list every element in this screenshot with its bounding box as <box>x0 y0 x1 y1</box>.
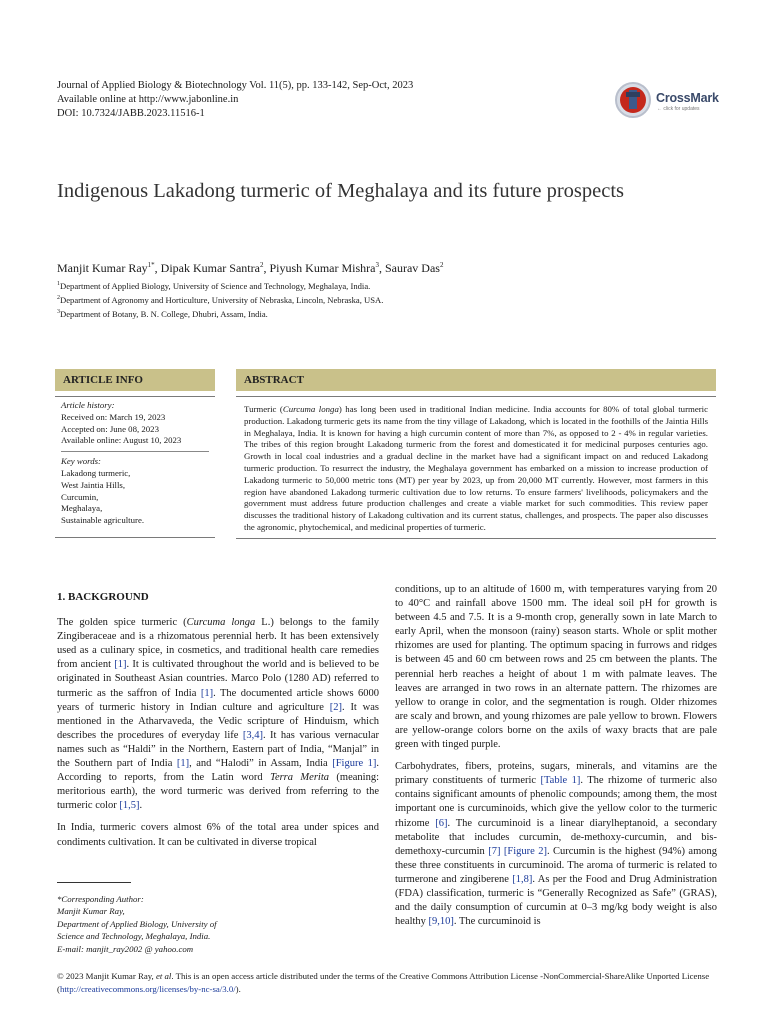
article-info-panel <box>55 369 215 538</box>
abstract-text <box>236 397 716 534</box>
journal-url[interactable]: Available online at http://www.jabonline.in <box>57 94 239 105</box>
keyword: Curcumin, <box>61 491 99 502</box>
body-paragraph: In India, turmeric covers almost 6% of the total area under spices and condiments cultivation. It can be cultivated in diverse tropical <box>57 822 379 848</box>
keywords-label: Key words: <box>61 456 101 467</box>
section-heading: 1. BACKGROUND <box>57 591 149 603</box>
author-name: , Piyush Kumar Mishra <box>263 261 376 275</box>
citation-link[interactable]: [1] <box>200 687 214 699</box>
affiliation-text: Department of Agronomy and Horticulture, University of Nebraska, Lincoln, Nebraska, USA. <box>60 295 384 305</box>
affiliation <box>57 309 268 319</box>
affiliation-sup: 1 <box>57 281 60 288</box>
citation-link[interactable]: [6] <box>435 817 448 829</box>
body-right-column <box>395 583 717 937</box>
crossmark-sublabel: ← click for updates <box>657 106 700 112</box>
citation-link[interactable]: [1] <box>176 758 190 770</box>
author-name: , Saurav Das <box>378 261 440 275</box>
article-info-header: ARTICLE INFO <box>55 369 215 391</box>
author-sup: 3 <box>375 261 379 269</box>
journal-header <box>57 79 413 121</box>
copyright-notice: © 2023 Manjit Kumar Ray, et al. This is an open access article distributed under the terms of the Creative Commons Attribution License -NonCommercial-ShareAlike Unported License (http://creativecommons.org/licenses/by-nc-sa/3.0/). <box>57 971 710 994</box>
affiliation <box>57 281 370 291</box>
keyword: West Jaintia Hills, <box>61 479 126 490</box>
license-link[interactable]: http://creativecommons.org/licenses/by-nc-sa/3.0/ <box>59 983 236 994</box>
affiliation <box>57 295 383 305</box>
crossmark-icon <box>614 81 652 119</box>
latin-name: Terra Merita <box>270 772 330 784</box>
journal-doi[interactable]: DOI: 10.7324/JABB.2023.11516-1 <box>57 108 205 119</box>
accepted-date: Accepted on: June 08, 2023 <box>61 423 159 434</box>
affiliation-text: Department of Botany, B. N. College, Dhubri, Assam, India. <box>60 309 268 319</box>
footnote-line: Manjit Kumar Ray, <box>57 906 125 917</box>
citation-link[interactable]: [7] <box>488 845 501 857</box>
keyword: Lakadong turmeric, <box>61 467 131 478</box>
author-sup: 1* <box>147 261 155 269</box>
figure-link[interactable]: [Figure 1] <box>332 758 377 770</box>
body-left-column <box>57 590 379 858</box>
author-sup: 2 <box>439 261 444 269</box>
footnote-line: Department of Applied Biology, University of <box>57 918 217 929</box>
corresponding-author-note <box>57 893 217 955</box>
keyword: Meghalaya, <box>61 503 103 514</box>
history-label: Article history: <box>61 400 115 410</box>
journal-citation: Journal of Applied Biology & Biotechnology Vol. 11(5), pp. 133-142, Sep-Oct, 2023 <box>57 80 414 91</box>
article-title: Indigenous Lakadong turmeric of Meghalaya and its future prospects <box>57 180 624 202</box>
received-date: Received on: March 19, 2023 <box>61 411 166 422</box>
footnote-line: *Corresponding Author: <box>57 894 144 904</box>
author-name: Manjit Kumar Ray <box>57 261 148 275</box>
available-date: Available online: August 10, 2023 <box>61 435 182 446</box>
footnote-line: Science and Technology, Meghalaya, India. <box>57 931 211 942</box>
citation-link[interactable]: [2] <box>329 701 342 713</box>
table-link[interactable]: [Table 1] <box>540 775 581 787</box>
latin-name: Curcuma longa <box>282 404 339 414</box>
divider <box>55 537 215 538</box>
citation-link[interactable]: [1] <box>114 659 127 671</box>
abstract-panel <box>236 369 716 539</box>
author-list <box>57 261 443 276</box>
body-paragraph: The golden spice turmeric (Curcuma longa L.) belongs to the family Zingiberaceae and is a rhizomatous perennial herb. It has been extensively used as a culinary spice, in cosmetics, and traditional health care remedies from ancient [1]. It is cultivated throughout the world and is believed to be originated in Southeast Asian countries. Marco Polo (1280 AD) referred to turmeric as the saffron of India [1]. The documented article shows 6000 years of turmeric history in Indian culture and agriculture [2]. It was mentioned in the Atharvaveda, the Vedic scripture of Hinduism, which describes the procedures of everyday life [3,4]. It has various vernacular names such as “Haldi” in the Northern, Eastern part of India, “Manjal” in the Southern part of India [1], and “Halodi” in Assam, India [Figure 1]. According to reports, from the Latin word Terra Merita (meaning: meritorious earth), the word turmeric was derived from referring to the turmeric color [1,5]. <box>57 617 380 812</box>
body-paragraph: conditions, up to an altitude of 1600 m, with temperatures varying from 20 to 40°C and rainfall above 1500 mm. The ideal soil pH for growth is between 4.5 and 7.5. It is a 9-month crop, generally sown in late March to early April, when the monsoon (rainy) season starts. Whole or split mother rhizomes are used for planting. The optimum spacing in furrows and ridges is between 45 and 60 cm between rows and 25 cm between the plants. The perennial herb reaches a height of about 1 m with palmate leaves. The leaves are arranged in two rows in an alternate pattern. The rhizomes are yellow to orange in color, and the segmentation is rough. Older rhizomes are scaly and brown, and young rhizomes are pale yellow to brown. Flowers are yellow-orange colors borne on the axils of waxy bracts that are pale green with tinged purple. <box>395 584 717 751</box>
et-al: et al <box>155 971 172 981</box>
abstract-text-part: Turmeric ( <box>244 404 283 414</box>
footnote-divider <box>57 882 131 883</box>
author-name: , Dipak Kumar Santra <box>154 261 260 275</box>
keyword: Sustainable agriculture. <box>61 515 145 526</box>
article-history <box>61 400 209 452</box>
citation-link[interactable]: [1,5] <box>119 800 140 812</box>
citation-link[interactable]: [9,10] <box>428 916 454 928</box>
citation-link[interactable]: [1,8] <box>512 873 533 885</box>
author-email[interactable]: E-mail: manjit_ray2002 @ yahoo.com <box>57 943 194 954</box>
crossmark-label: CrossMark <box>656 91 719 105</box>
figure-link[interactable]: [Figure 2] <box>503 845 547 857</box>
affiliation-sup: 2 <box>57 295 60 302</box>
keywords-section <box>61 456 209 527</box>
crossmark-badge[interactable] <box>614 80 719 120</box>
abstract-header: ABSTRACT <box>236 369 716 391</box>
latin-name: Curcuma longa <box>186 617 256 629</box>
abstract-text-part: ) has long been used in traditional Indian medicine. India accounts for 80% of total global turmeric production. Lakadong turmeric gets its name from the tiny village of Lakadong, which is located in the foothills of the Jaintia Hills in Meghalaya, India. It is known for having a high curcumin content of more than 7%, as opposed to 2 - 4% in regular varieties. The tribes of this region brought Lakadong turmeric from the forest and domesticated it for medicinal purposes centuries ago. Growth in local coal industries and a gradual decline in the market have had a significant impact on and reduced Lakadong turmeric production. To resurrect the industry, the Meghalaya government has embarked on a mission to increase production of Lakadong turmeric to 50,000 metric tons (MT) per year by 2023, up from 20,000 MT currently. However, most farmers in this region have abandoned Lakadong turmeric cultivation due to low returns. To ensure farmers' livelihoods, policymakers and the government must address future production challenges and create a viable market for such commodities. This review paper discusses the traditional history of Lakadong cultivation and its current status, challenges, and prospects. The paper also discusses the agronomic, phytochemical, and medicinal properties of turmeric. <box>244 404 709 532</box>
body-paragraph: Carbohydrates, fibers, proteins, sugars, minerals, and vitamins are the primary constituents of turmeric [Table 1]. The rhizome of turmeric also contains significant amounts of phenolic compounds; among them, the most important one is curcuminoids, which give the yellow color to the turmeric rhizome [6]. The curcuminoid is a linear diarylheptanoid, a secondary metabolite that includes curcumin, de-methoxy-curcumin, and bis-demethoxy-curcumin [7] [Figure 2]. Curcumin is the highest (94%) among these three constituents in curcuminoid. The aroma of turmeric is related to turmerone and zingiberene [1,8]. As per the Food and Drug Administration (FDA) classification, turmeric is “Generally Recognized as Safe” (GRAS), and the daily consumption of curcumin at 0–3 mg/kg body weight is also healthy [9,10]. The curcuminoid is <box>395 761 717 928</box>
author-sup: 2 <box>259 261 264 269</box>
citation-link[interactable]: [3,4] <box>242 729 263 741</box>
affiliation-text: Department of Applied Biology, University of Science and Technology, Meghalaya, India. <box>60 281 371 291</box>
divider <box>236 538 716 539</box>
affiliation-sup: 3 <box>57 309 60 316</box>
